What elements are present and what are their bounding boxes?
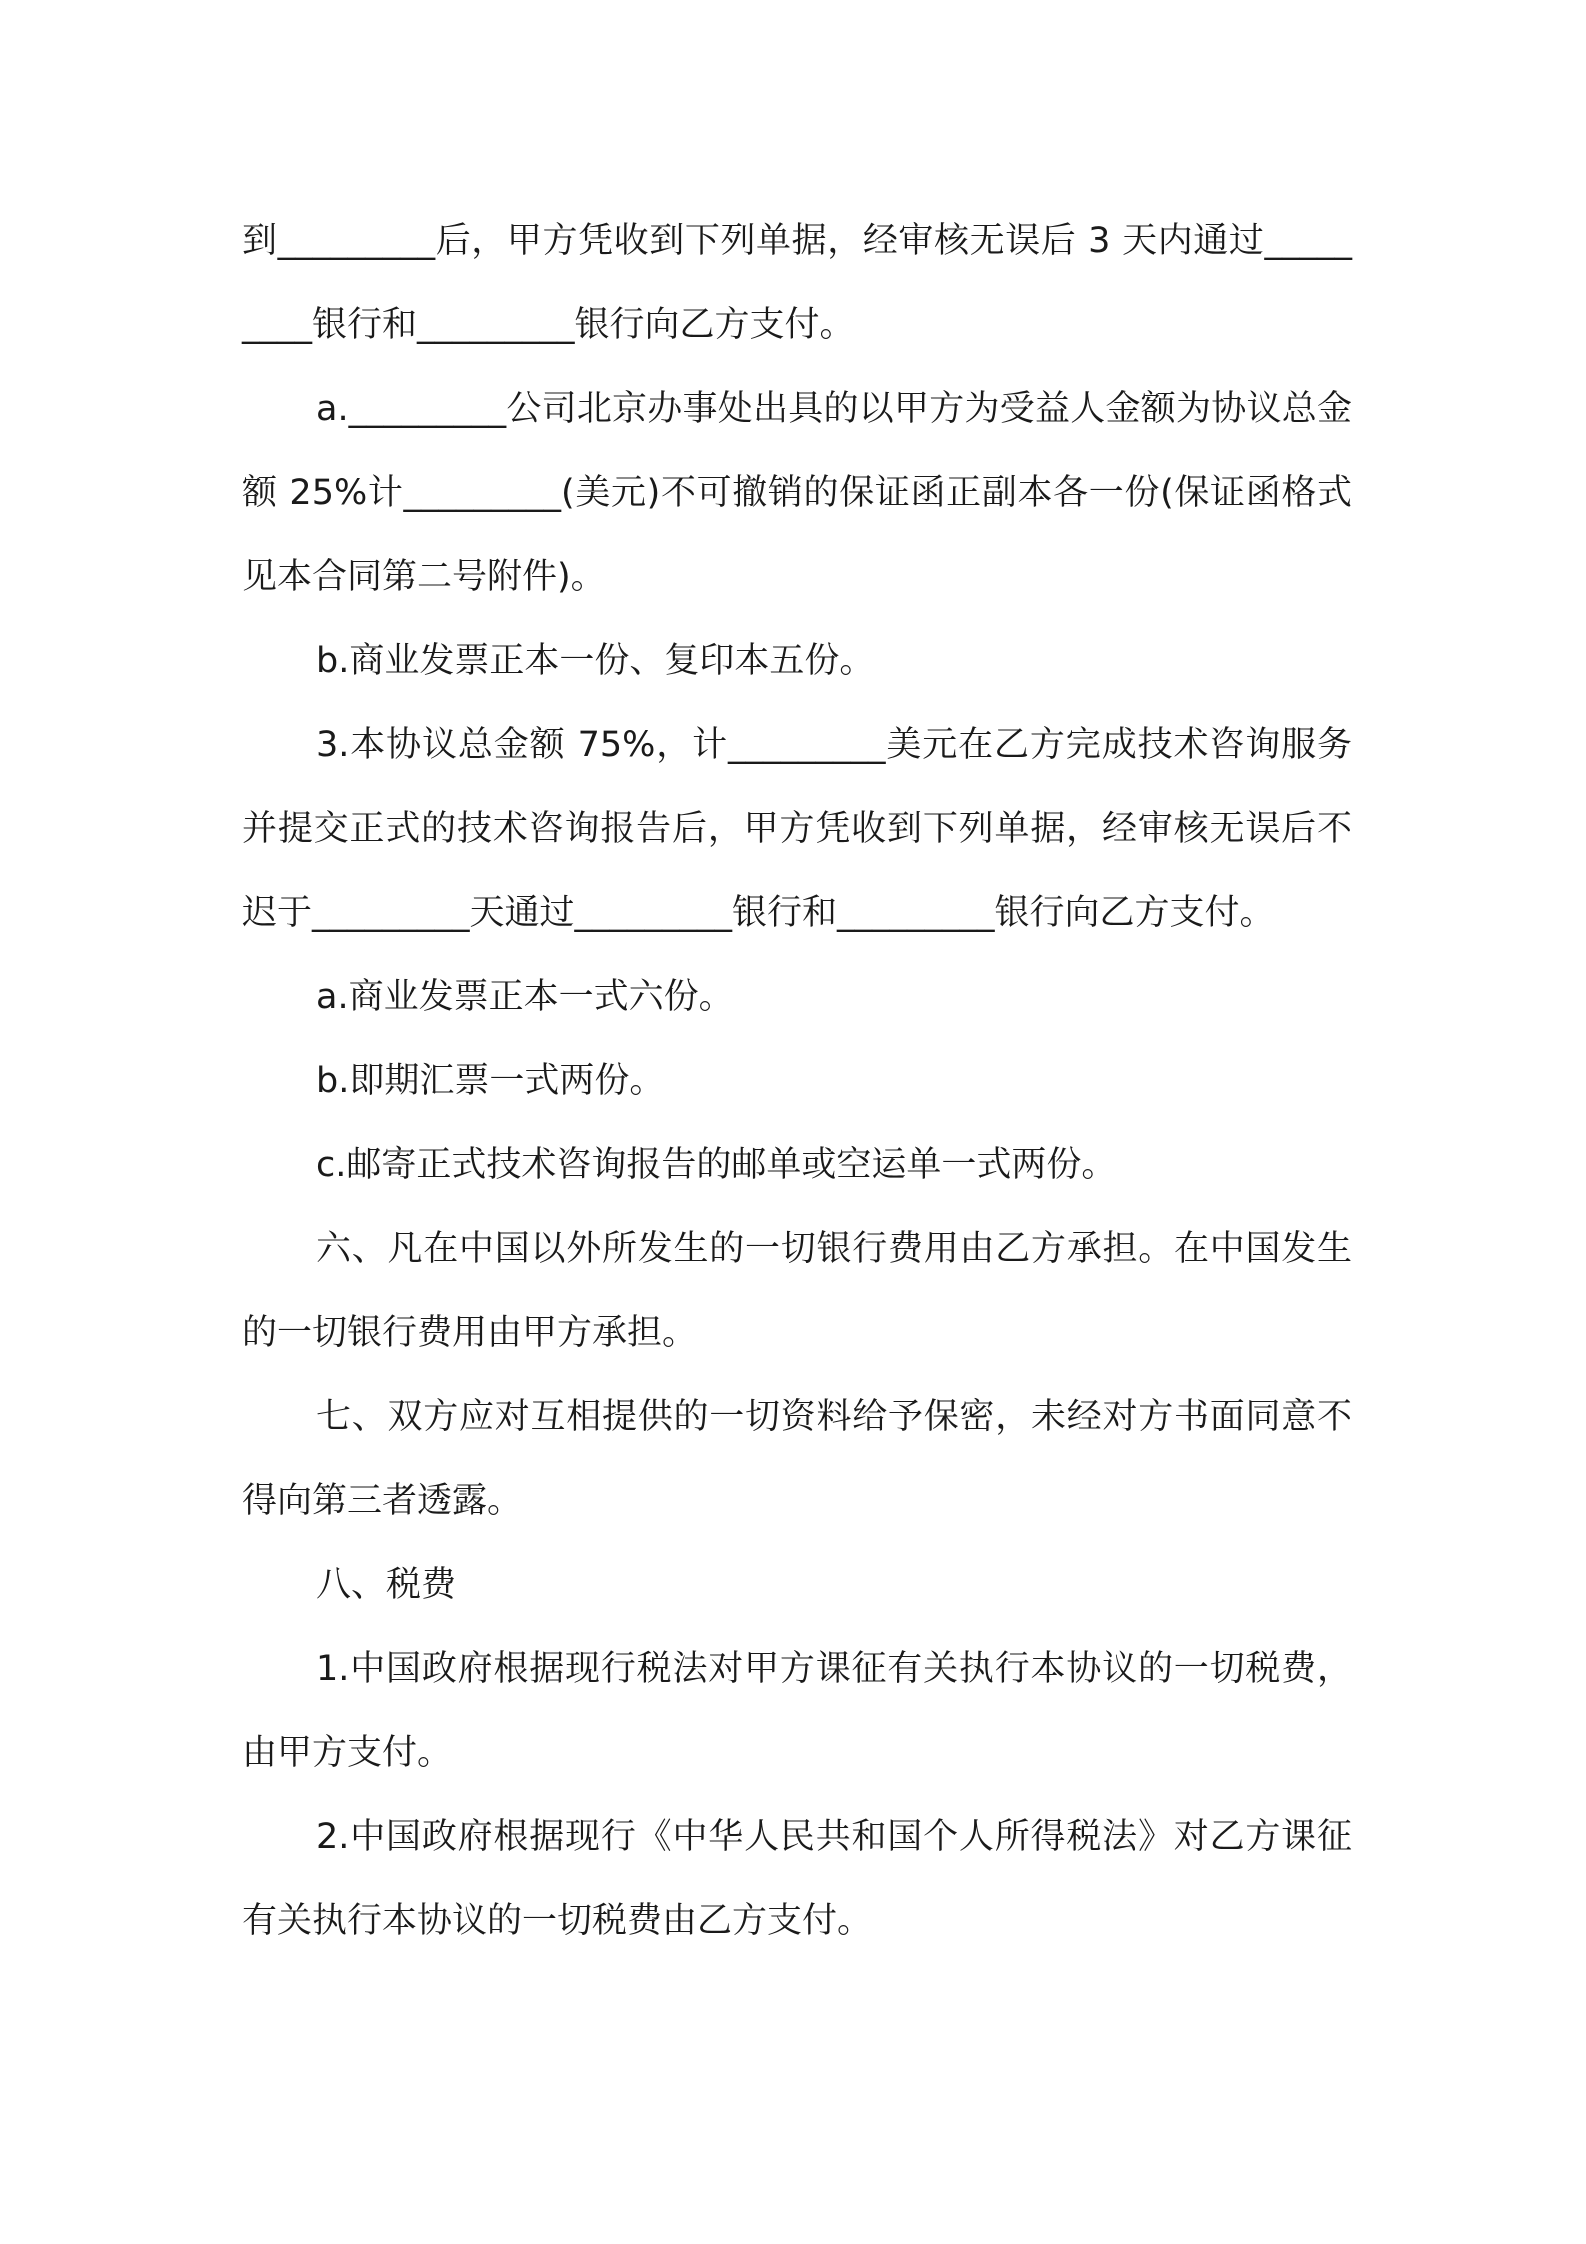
document-body — [242, 199, 1352, 1963]
paragraph-clause-3: 3.本协议总金额 75%，计_________美元在乙方完成技术咨询服务并提交正式的技术咨询报告后，甲方凭收到下列单据，经审核无误后不迟于_________天通过_________银行和_________银行向乙方支付。 — [242, 725, 1352, 933]
paragraph-clause-3b: b.即期汇票一式两份。 — [316, 1061, 665, 1101]
paragraph-tax-clause-1: 1.中国政府根据现行税法对甲方课征有关执行本协议的一切税费，由甲方支付。 — [242, 1649, 1352, 1773]
section-heading-taxes: 八、税费 — [316, 1565, 457, 1605]
paragraph-clause-3c: c.邮寄正式技术咨询报告的邮单或空运单一式两份。 — [316, 1145, 1117, 1185]
paragraph-article-6: 六、凡在中国以外所发生的一切银行费用由乙方承担。在中国发生的一切银行费用由甲方承担。 — [242, 1229, 1352, 1353]
paragraph-commercial-invoice: b.商业发票正本一份、复印本五份。 — [316, 641, 875, 681]
paragraph-tax-clause-2: 2.中国政府根据现行《中华人民共和国个人所得税法》对乙方课征有关执行本协议的一切税费由乙方支付。 — [242, 1817, 1352, 1941]
paragraph-article-7: 七、双方应对互相提供的一切资料给予保密，未经对方书面同意不得向第三者透露。 — [242, 1397, 1352, 1521]
paragraph-clause-3a: a.商业发票正本一式六份。 — [316, 977, 734, 1017]
paragraph-guarantee-letter: a._________公司北京办事处出具的以甲方为受益人金额为协议总金额 25%计_________(美元)不可撤销的保证函正副本各一份(保证函格式见本合同第二号附件)。 — [242, 389, 1352, 597]
paragraph-payment-continuation: 到_________后，甲方凭收到下列单据，经审核无误后 3 天内通过_________银行和_________银行向乙方支付。 — [242, 221, 1352, 345]
